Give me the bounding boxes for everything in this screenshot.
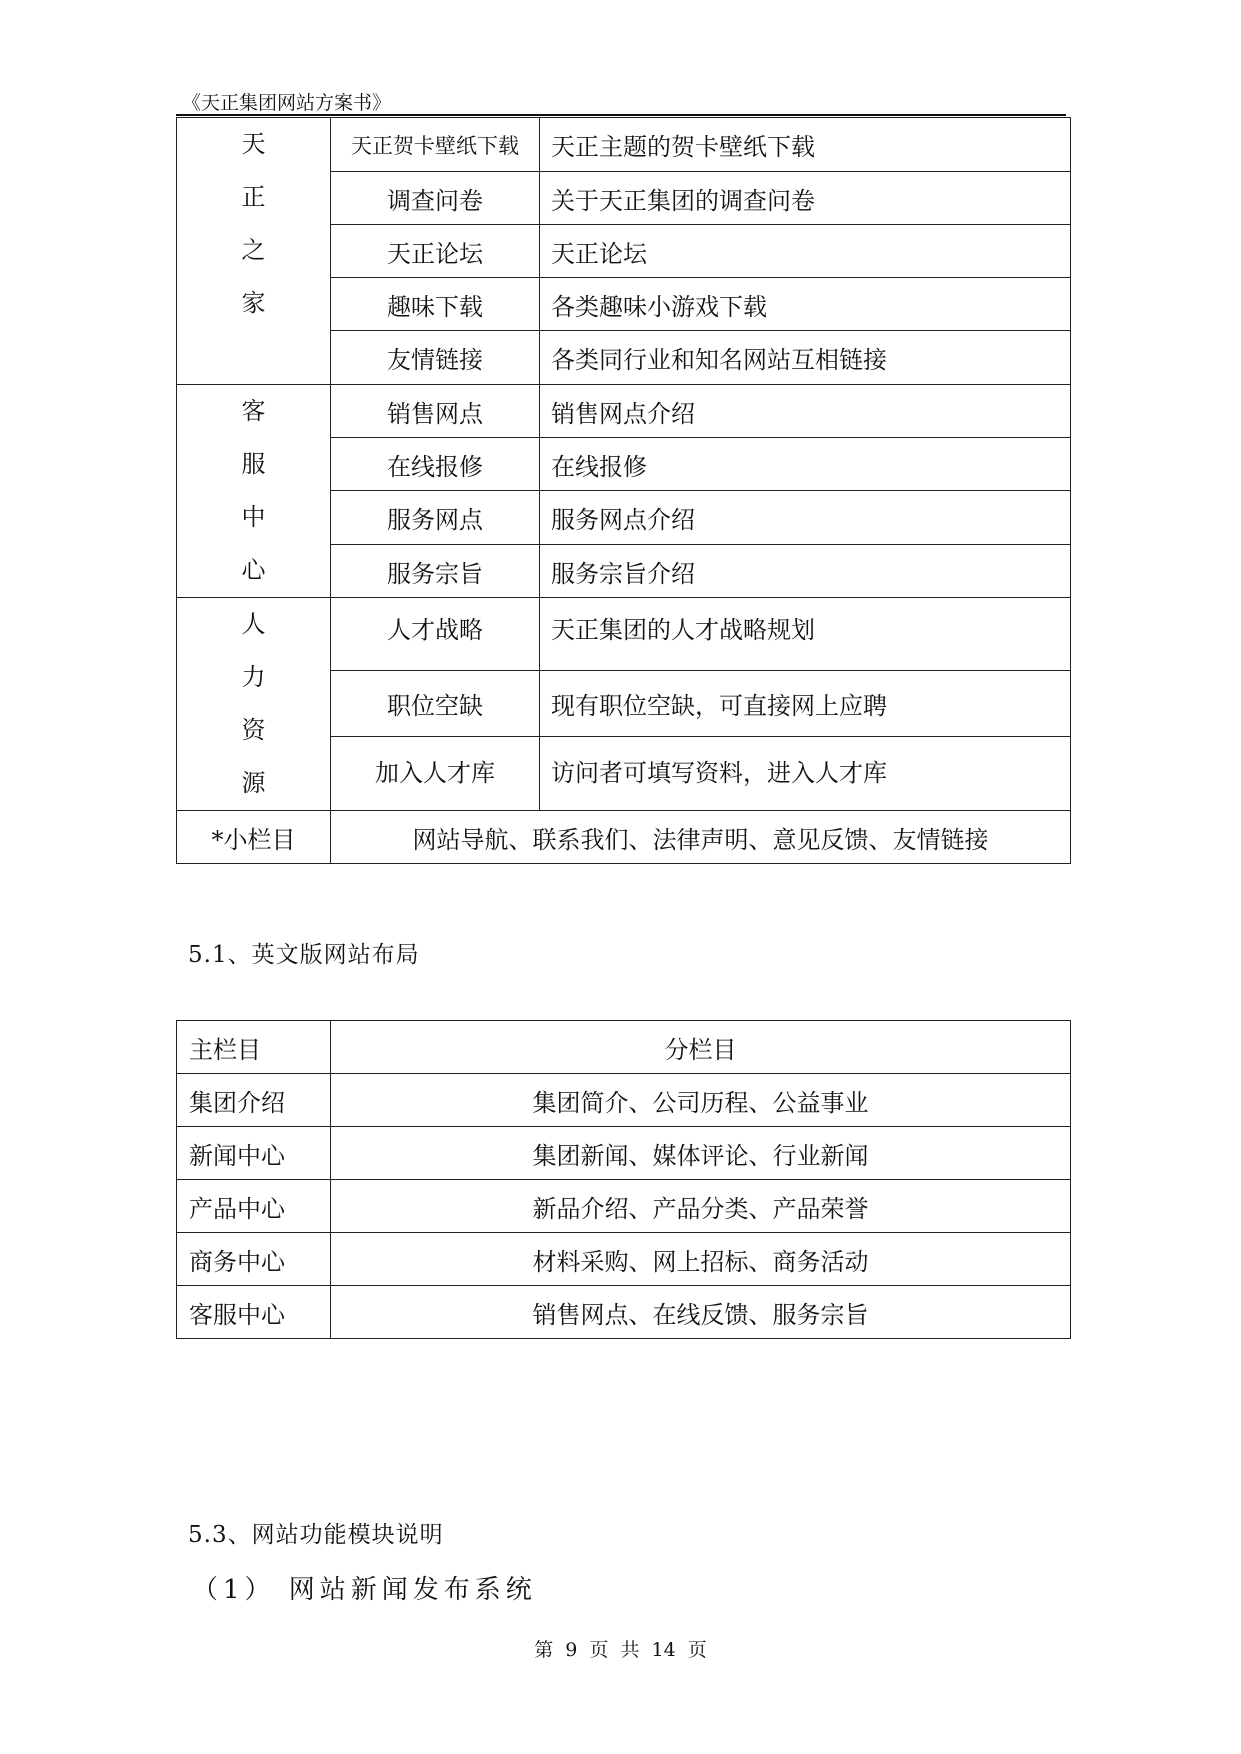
sub-column-cell: 集团简介、公司历程、公益事业 — [331, 1074, 1071, 1127]
category-char: 人 — [241, 610, 266, 638]
category-char: 客 — [241, 397, 266, 425]
section-heading-5-3: 5.3、网站功能模块说明 — [188, 1522, 444, 1548]
category-char: 天 — [241, 130, 266, 158]
category-char: 力 — [241, 663, 266, 691]
table-row — [177, 385, 1071, 438]
main-column-cell: 集团介绍 — [177, 1074, 331, 1127]
chinese-site-structure-table — [176, 117, 1071, 864]
category-char: 正 — [241, 183, 266, 211]
subsection-name: 调查问卷 — [331, 172, 540, 225]
sub-column-cell: 集团新闻、媒体评论、行业新闻 — [331, 1127, 1071, 1180]
subsection-description: 销售网点介绍 — [540, 385, 1071, 438]
main-column-cell: 产品中心 — [177, 1180, 331, 1233]
subsection-description: 天正论坛 — [540, 225, 1071, 278]
table-row — [177, 598, 1071, 671]
minor-columns-label: *小栏目 — [177, 811, 331, 864]
minor-columns-items: 网站导航、联系我们、法律声明、意见反馈、友情链接 — [331, 811, 1071, 864]
table-row — [177, 1286, 1071, 1339]
subsection-description: 关于天正集团的调查问卷 — [540, 172, 1071, 225]
sub-column-cell: 材料采购、网上招标、商务活动 — [331, 1233, 1071, 1286]
category-cell-tianzheng-home — [177, 118, 331, 385]
section-heading-5-1: 5.1、英文版网站布局 — [188, 942, 420, 968]
subsection-description: 访问者可填写资料，进入人才库 — [540, 736, 1071, 810]
column-header-sub: 分栏目 — [331, 1021, 1071, 1074]
subsection-description: 各类同行业和知名网站互相链接 — [540, 331, 1071, 385]
subsection-heading-news-system: （1） 网站新闻发布系统 — [192, 1575, 537, 1605]
subsection-name: 在线报修 — [331, 438, 540, 491]
subsection-name: 职位空缺 — [331, 671, 540, 737]
subsection-name: 趣味下载 — [331, 278, 540, 331]
table-row — [177, 1074, 1071, 1127]
category-char: 之 — [241, 236, 266, 264]
page-number-footer: 第 9 页 共 14 页 — [534, 1639, 707, 1661]
category-char: 服 — [241, 450, 266, 478]
document-header-title: 《天正集团网站方案书》 — [182, 92, 392, 114]
english-site-layout-table — [176, 1020, 1071, 1339]
subsection-name: 友情链接 — [331, 331, 540, 385]
category-char: 资 — [241, 716, 266, 744]
table-row — [177, 1233, 1071, 1286]
category-char: 中 — [241, 503, 266, 531]
subsection-description: 服务宗旨介绍 — [540, 545, 1071, 598]
table-header-row — [177, 1021, 1071, 1074]
category-char: 源 — [241, 769, 266, 797]
subsection-name: 人才战略 — [331, 598, 540, 671]
category-cell-customer-service — [177, 385, 331, 598]
subsection-description: 在线报修 — [540, 438, 1071, 491]
table-row — [177, 118, 1071, 172]
main-column-cell: 客服中心 — [177, 1286, 331, 1339]
subsection-description: 服务网点介绍 — [540, 491, 1071, 545]
subsection-name: 服务网点 — [331, 491, 540, 545]
table-row — [177, 811, 1071, 864]
category-cell-human-resources — [177, 598, 331, 811]
subsection-name: 天正论坛 — [331, 225, 540, 278]
header-divider — [176, 114, 1066, 116]
subsection-name: 天正贺卡壁纸下载 — [331, 118, 540, 172]
subsection-description: 天正集团的人才战略规划 — [540, 598, 1071, 671]
category-char: 心 — [241, 556, 266, 584]
subsection-name: 服务宗旨 — [331, 545, 540, 598]
subsection-name: 销售网点 — [331, 385, 540, 438]
category-char: 家 — [241, 289, 266, 317]
sub-column-cell: 销售网点、在线反馈、服务宗旨 — [331, 1286, 1071, 1339]
subsection-name: 加入人才库 — [331, 736, 540, 810]
column-header-main: 主栏目 — [177, 1021, 331, 1074]
main-column-cell: 商务中心 — [177, 1233, 331, 1286]
subsection-description: 现有职位空缺，可直接网上应聘 — [540, 671, 1071, 737]
subsection-description: 天正主题的贺卡壁纸下载 — [540, 118, 1071, 172]
table-row — [177, 1180, 1071, 1233]
table-row — [177, 1127, 1071, 1180]
sub-column-cell: 新品介绍、产品分类、产品荣誉 — [331, 1180, 1071, 1233]
subsection-description: 各类趣味小游戏下载 — [540, 278, 1071, 331]
main-column-cell: 新闻中心 — [177, 1127, 331, 1180]
